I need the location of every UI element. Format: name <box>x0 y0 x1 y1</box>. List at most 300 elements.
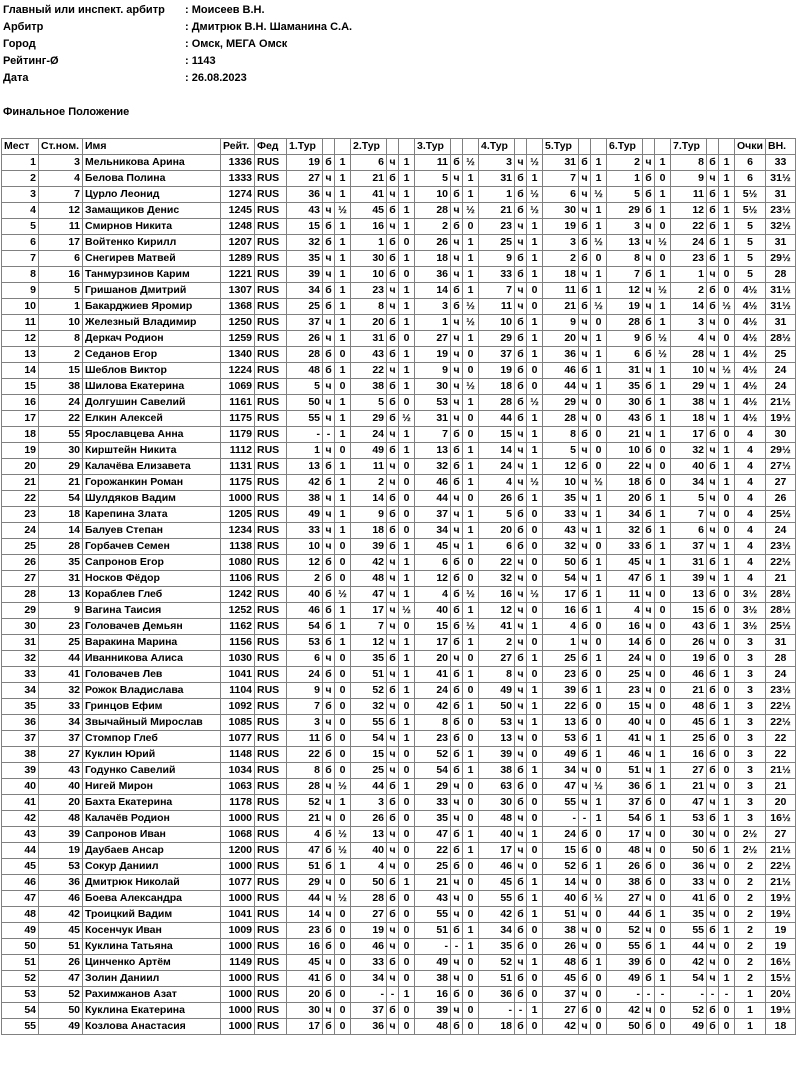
table-cell: ч <box>515 859 527 875</box>
table-cell: 31 <box>607 363 643 379</box>
table-cell: 46 <box>415 475 451 491</box>
table-cell: 43 <box>351 347 387 363</box>
column-header <box>335 139 351 155</box>
table-cell: 32 <box>415 459 451 475</box>
table-cell: 31 <box>39 571 83 587</box>
info-label: Город <box>3 38 36 50</box>
table-cell: 4 <box>735 507 766 523</box>
table-cell: Мельникова Арина <box>83 155 221 171</box>
table-row <box>2 795 796 811</box>
table-cell: Сапронов Егор <box>83 555 221 571</box>
table-cell: 26 <box>765 491 795 507</box>
table-cell: 0 <box>335 1003 351 1019</box>
table-cell: 0 <box>463 683 479 699</box>
table-cell: 3 <box>735 699 766 715</box>
table-cell: 0 <box>399 827 415 843</box>
table-cell: 63 <box>479 779 515 795</box>
table-cell: Головачев Демьян <box>83 619 221 635</box>
table-cell: 10 <box>287 539 323 555</box>
table-cell: 0 <box>527 555 543 571</box>
table-cell: 1 <box>671 267 707 283</box>
table-cell: 36 <box>479 987 515 1003</box>
table-cell: 0 <box>719 731 735 747</box>
table-cell: 52 <box>287 795 323 811</box>
table-cell: 0 <box>399 491 415 507</box>
table-cell: 29 <box>39 459 83 475</box>
table-cell: ч <box>579 331 591 347</box>
table-cell: б <box>579 651 591 667</box>
table-cell: 1 <box>655 971 671 987</box>
table-cell: 1 <box>399 427 415 443</box>
table-cell: 47 <box>2 891 39 907</box>
table-cell: 22 <box>2 491 39 507</box>
table-cell: 0 <box>463 795 479 811</box>
table-cell: 4 <box>735 475 766 491</box>
table-cell: 19½ <box>765 907 795 923</box>
table-cell: 1041 <box>221 667 255 683</box>
table-cell: 18 <box>39 507 83 523</box>
table-cell: б <box>323 155 335 171</box>
table-cell: 1200 <box>221 843 255 859</box>
table-cell: 25 <box>39 635 83 651</box>
table-cell: - <box>451 939 463 955</box>
table-cell: 0 <box>463 571 479 587</box>
table-cell: 1 <box>335 299 351 315</box>
table-cell: 22 <box>671 219 707 235</box>
table-cell: 1 <box>399 363 415 379</box>
table-cell: ½ <box>591 475 607 491</box>
table-cell: б <box>707 187 719 203</box>
table-cell: ч <box>515 427 527 443</box>
table-cell: 15 <box>39 363 83 379</box>
table-cell: 1009 <box>221 923 255 939</box>
table-cell: - <box>287 427 323 443</box>
table-cell: 2 <box>671 283 707 299</box>
table-cell: - <box>671 987 707 1003</box>
table-cell: ч <box>451 811 463 827</box>
table-cell: б <box>579 299 591 315</box>
table-cell: 15 <box>607 699 643 715</box>
table-cell: 1224 <box>221 363 255 379</box>
table-cell: 1259 <box>221 331 255 347</box>
table-cell: 1 <box>655 315 671 331</box>
table-cell: 13 <box>351 827 387 843</box>
table-cell: 1 <box>399 651 415 667</box>
table-cell: ч <box>579 475 591 491</box>
table-cell: 22½ <box>765 555 795 571</box>
table-cell: 1138 <box>221 539 255 555</box>
table-cell: 2 <box>415 219 451 235</box>
table-cell: 1 <box>591 331 607 347</box>
table-cell: б <box>451 459 463 475</box>
table-cell: 3 <box>735 635 766 651</box>
table-cell: 0 <box>335 715 351 731</box>
table-cell: 1 <box>335 315 351 331</box>
table-cell: б <box>707 763 719 779</box>
table-cell: б <box>579 1003 591 1019</box>
table-cell: 1221 <box>221 267 255 283</box>
table-cell: 0 <box>399 795 415 811</box>
table-cell: 11 <box>543 283 579 299</box>
table-cell: ч <box>515 699 527 715</box>
table-cell: ч <box>515 283 527 299</box>
table-cell: ч <box>515 747 527 763</box>
table-row <box>2 1019 796 1035</box>
table-cell: RUS <box>255 203 287 219</box>
table-cell: б <box>451 683 463 699</box>
table-cell: 1 <box>719 555 735 571</box>
table-cell: ч <box>643 1003 655 1019</box>
table-cell: б <box>323 555 335 571</box>
table-cell: 18 <box>415 251 451 267</box>
table-cell: - <box>351 987 387 1003</box>
table-cell: 0 <box>463 955 479 971</box>
table-cell: б <box>323 1019 335 1035</box>
table-cell: б <box>387 507 399 523</box>
table-cell: б <box>451 747 463 763</box>
table-cell: б <box>643 875 655 891</box>
table-cell: Деркач Родион <box>83 331 221 347</box>
table-cell: RUS <box>255 779 287 795</box>
table-cell: 0 <box>335 347 351 363</box>
table-cell: 1 <box>399 571 415 587</box>
table-cell: ч <box>707 267 719 283</box>
table-cell: ч <box>707 907 719 923</box>
table-cell: б <box>643 491 655 507</box>
table-cell: 12 <box>543 459 579 475</box>
table-cell: 1 <box>591 731 607 747</box>
table-cell: 1234 <box>221 523 255 539</box>
table-cell: ч <box>643 363 655 379</box>
table-cell: б <box>707 619 719 635</box>
table-cell: ч <box>707 875 719 891</box>
table-cell: ч <box>643 587 655 603</box>
table-cell: RUS <box>255 395 287 411</box>
table-cell: 0 <box>719 267 735 283</box>
table-cell: ч <box>579 187 591 203</box>
table-row <box>2 699 796 715</box>
table-cell: 0 <box>719 1003 735 1019</box>
table-row <box>2 459 796 475</box>
table-cell: ч <box>707 955 719 971</box>
table-cell: 7 <box>415 427 451 443</box>
table-cell: 2 <box>543 251 579 267</box>
table-cell: 55 <box>39 427 83 443</box>
table-cell: 25 <box>543 651 579 667</box>
table-cell: 25 <box>2 539 39 555</box>
table-cell: 0 <box>463 907 479 923</box>
table-cell: 26 <box>2 555 39 571</box>
table-cell: 0 <box>719 683 735 699</box>
table-cell: 30 <box>2 619 39 635</box>
table-cell: 1 <box>335 619 351 635</box>
column-header <box>643 139 655 155</box>
table-cell: 0 <box>527 523 543 539</box>
table-cell: ч <box>323 795 335 811</box>
table-cell: б <box>451 619 463 635</box>
table-cell: 34 <box>39 715 83 731</box>
table-cell: 44 <box>39 651 83 667</box>
table-cell: 20 <box>287 987 323 1003</box>
table-cell: 26 <box>39 955 83 971</box>
table-cell: 19 <box>671 651 707 667</box>
table-cell: 22 <box>39 411 83 427</box>
table-cell: 0 <box>591 427 607 443</box>
table-cell: Боева Александра <box>83 891 221 907</box>
table-row <box>2 667 796 683</box>
table-cell: 6 <box>543 187 579 203</box>
table-cell: б <box>643 171 655 187</box>
table-cell: б <box>451 427 463 443</box>
table-cell: ч <box>579 539 591 555</box>
table-cell: 4 <box>415 587 451 603</box>
table-cell: 38 <box>543 923 579 939</box>
info-label: Арбитр <box>3 21 44 33</box>
table-cell: 46 <box>607 747 643 763</box>
table-cell: 33 <box>39 699 83 715</box>
table-cell: б <box>579 731 591 747</box>
table-cell: б <box>451 987 463 1003</box>
table-cell: 18 <box>351 523 387 539</box>
table-cell: 1 <box>527 683 543 699</box>
table-cell: 54 <box>415 763 451 779</box>
table-cell: 47 <box>415 827 451 843</box>
table-cell: ч <box>451 379 463 395</box>
table-cell: б <box>515 171 527 187</box>
table-cell: 30 <box>671 827 707 843</box>
table-cell: ч <box>387 187 399 203</box>
table-cell: 22 <box>287 747 323 763</box>
table-cell: Кирштейн Никита <box>83 443 221 459</box>
table-cell: RUS <box>255 891 287 907</box>
table-cell: 1 <box>335 859 351 875</box>
table-cell: б <box>707 299 719 315</box>
table-cell: 42 <box>2 811 39 827</box>
column-header <box>451 139 463 155</box>
table-cell: Снегирев Матвей <box>83 251 221 267</box>
table-cell: 1 <box>399 875 415 891</box>
table-cell: 22 <box>765 731 795 747</box>
table-cell: ч <box>515 155 527 171</box>
table-cell: RUS <box>255 267 287 283</box>
table-cell: 1 <box>463 283 479 299</box>
table-cell: 22 <box>543 699 579 715</box>
table-cell: 0 <box>399 763 415 779</box>
info-value: : Омск, МЕГА Омск <box>185 38 288 50</box>
table-cell: 0 <box>591 539 607 555</box>
table-cell: ч <box>643 731 655 747</box>
table-cell: 1 <box>335 155 351 171</box>
table-cell: 51 <box>607 763 643 779</box>
table-cell: 2 <box>735 939 766 955</box>
table-cell: 25 <box>607 667 643 683</box>
table-cell: 1 <box>399 587 415 603</box>
table-cell: 41 <box>479 619 515 635</box>
table-cell: ч <box>387 571 399 587</box>
table-cell: 24 <box>415 683 451 699</box>
table-cell: 6 <box>415 555 451 571</box>
table-cell: б <box>387 411 399 427</box>
table-cell: ч <box>643 427 655 443</box>
table-cell: 0 <box>527 571 543 587</box>
table-cell: 2 <box>2 171 39 187</box>
table-cell: 3½ <box>735 619 766 635</box>
column-header <box>387 139 399 155</box>
table-cell: 21½ <box>765 875 795 891</box>
table-cell: 27 <box>415 331 451 347</box>
table-cell: б <box>515 939 527 955</box>
table-cell: 7 <box>351 619 387 635</box>
table-cell: 48 <box>543 955 579 971</box>
table-cell: 36 <box>2 715 39 731</box>
table-cell: 3 <box>479 155 515 171</box>
table-row <box>2 939 796 955</box>
table-cell: - <box>479 1003 515 1019</box>
table-cell: 24 <box>287 667 323 683</box>
column-header: Рейт. <box>221 139 255 155</box>
table-cell: 27 <box>479 651 515 667</box>
table-cell: 0 <box>399 811 415 827</box>
table-cell: 0 <box>591 715 607 731</box>
table-cell: б <box>707 1019 719 1035</box>
table-cell: 1000 <box>221 1019 255 1035</box>
table-cell: 53 <box>543 731 579 747</box>
table-cell: б <box>515 363 527 379</box>
table-cell: 23 <box>2 507 39 523</box>
table-cell: ч <box>579 267 591 283</box>
table-cell: 8 <box>415 715 451 731</box>
table-cell: 1 <box>463 443 479 459</box>
table-row <box>2 763 796 779</box>
table-cell: 19 <box>39 843 83 859</box>
table-cell: 0 <box>399 235 415 251</box>
table-cell: 1 <box>463 235 479 251</box>
table-cell: 24 <box>765 667 795 683</box>
table-cell: 1 <box>719 571 735 587</box>
table-cell: ч <box>707 395 719 411</box>
table-cell: 29 <box>287 875 323 891</box>
table-cell: 1 <box>463 251 479 267</box>
table-cell: 1 <box>655 267 671 283</box>
table-cell: 51 <box>415 923 451 939</box>
table-cell: 29 <box>543 395 579 411</box>
table-row <box>2 171 796 187</box>
table-cell: 39 <box>351 539 387 555</box>
table-cell: 3 <box>39 155 83 171</box>
table-cell: 23½ <box>765 539 795 555</box>
table-cell: 0 <box>655 715 671 731</box>
table-cell: 47 <box>671 795 707 811</box>
table-row <box>2 523 796 539</box>
table-cell: 44 <box>479 411 515 427</box>
table-cell: 38 <box>351 379 387 395</box>
table-cell: 1162 <box>221 619 255 635</box>
table-cell: 54 <box>671 971 707 987</box>
table-cell: 12 <box>351 635 387 651</box>
table-cell: Иванникова Алиса <box>83 651 221 667</box>
table-cell: 0 <box>719 507 735 523</box>
table-cell: 1 <box>591 363 607 379</box>
table-cell: 15 <box>351 747 387 763</box>
table-cell: 23½ <box>765 683 795 699</box>
table-cell: ½ <box>463 315 479 331</box>
column-header <box>527 139 543 155</box>
info-label: Рейтинг-Ø <box>3 55 59 67</box>
table-row <box>2 315 796 331</box>
table-cell: 12 <box>39 203 83 219</box>
table-cell: б <box>451 923 463 939</box>
table-cell: Танмурзинов Карим <box>83 267 221 283</box>
table-cell: RUS <box>255 571 287 587</box>
table-cell: 51 <box>351 667 387 683</box>
table-cell: 1 <box>527 219 543 235</box>
table-cell: 1 <box>463 635 479 651</box>
table-cell: 1 <box>335 491 351 507</box>
table-cell: 6 <box>2 235 39 251</box>
table-cell: ч <box>387 635 399 651</box>
table-cell: 10 <box>607 443 643 459</box>
table-cell: 43 <box>607 411 643 427</box>
table-cell: ч <box>643 283 655 299</box>
table-cell: ч <box>451 891 463 907</box>
table-cell: 1 <box>591 587 607 603</box>
table-cell: 0 <box>399 619 415 635</box>
table-cell: 48 <box>415 1019 451 1035</box>
table-cell: 5 <box>671 491 707 507</box>
table-cell: ½ <box>655 283 671 299</box>
table-cell: 20 <box>415 651 451 667</box>
table-cell: 0 <box>335 443 351 459</box>
table-cell: 19 <box>415 347 451 363</box>
table-cell: 1 <box>335 283 351 299</box>
table-cell: 1 <box>527 347 543 363</box>
table-cell: 0 <box>591 987 607 1003</box>
table-cell: 9 <box>287 683 323 699</box>
table-cell: б <box>579 683 591 699</box>
table-cell: б <box>323 459 335 475</box>
table-cell: ч <box>515 619 527 635</box>
table-cell: 32 <box>607 523 643 539</box>
table-cell: 22½ <box>765 699 795 715</box>
table-cell: RUS <box>255 299 287 315</box>
table-cell: 0 <box>655 667 671 683</box>
table-cell: ч <box>323 955 335 971</box>
table-cell: 47 <box>287 843 323 859</box>
table-cell: б <box>515 315 527 331</box>
table-cell: 13 <box>543 715 579 731</box>
table-cell: ч <box>451 491 463 507</box>
table-cell: Белова Полина <box>83 171 221 187</box>
table-cell: б <box>323 699 335 715</box>
table-cell: - <box>607 987 643 1003</box>
table-cell: ч <box>387 763 399 779</box>
table-cell: 1 <box>399 987 415 1003</box>
table-cell: б <box>323 587 335 603</box>
table-cell: 4½ <box>735 331 766 347</box>
table-cell: 20 <box>765 795 795 811</box>
table-cell: ч <box>451 251 463 267</box>
table-cell: б <box>387 315 399 331</box>
table-cell: б <box>643 443 655 459</box>
table-cell: Карепина Злата <box>83 507 221 523</box>
table-cell: Елкин Алексей <box>83 411 221 427</box>
table-cell: ч <box>579 907 591 923</box>
table-cell: 30 <box>607 395 643 411</box>
table-cell: 46 <box>351 939 387 955</box>
table-row <box>2 347 796 363</box>
table-cell: ч <box>451 315 463 331</box>
table-cell: 13 <box>671 587 707 603</box>
